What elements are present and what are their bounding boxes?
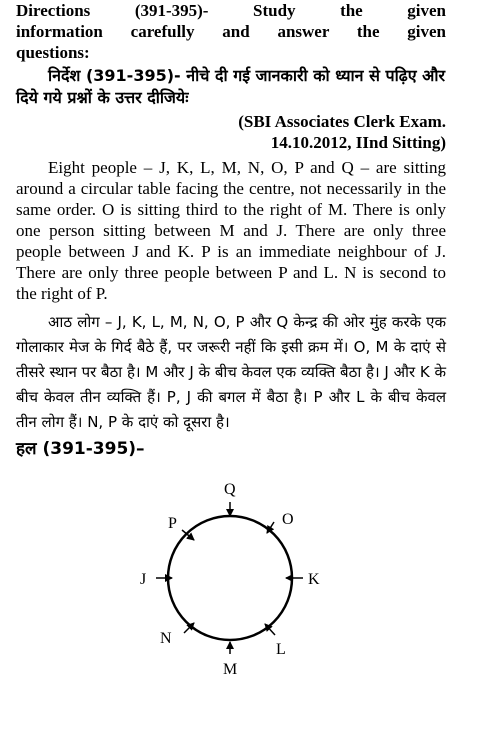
solution-label: हल (391-395)–: [16, 439, 145, 459]
seat-top-label: Q: [224, 481, 236, 498]
directions-hindi: निर्देश (391-395)- नीचे दी गई जानकारी को ध्यान से पढ़िए और दिये गये प्रश्नों के उत्तर दीजियेः: [16, 66, 446, 107]
seating-diagram: [120, 478, 360, 683]
paragraph-english: Eight people – J, K, L, M, N, O, P and Q – are sitting around a circular table facing the centre, not necessarily in the same order. O is sitting third to the right of M. There is only one person sitting between M and J. There are only three people between J and K. P is an immediate neighbour of J. There are only three people between P and L. N is second to the right of P.: [16, 158, 446, 303]
source-line2: 14.10.2012, IInd Sitting): [270, 133, 446, 152]
seat-top-right-label: O: [282, 511, 294, 528]
question-page: [16, 0, 446, 460]
source-line1: (SBI Associates Clerk Exam.: [238, 112, 446, 131]
directions-english-line2: information carefully and answer the given: [16, 22, 446, 41]
seat-bottom-left-label: N: [160, 630, 172, 647]
seat-top-left-label: P: [168, 515, 177, 532]
seat-left-label: J: [140, 571, 147, 588]
directions-english-line3: questions:: [16, 43, 90, 62]
seat-bottom-right-label: L: [276, 641, 286, 658]
seat-bottom-label: M: [223, 661, 238, 678]
directions-english-line1: Directions (391-395)- Study the given: [16, 1, 446, 20]
seat-right-label: K: [308, 571, 320, 588]
paragraph-hindi: आठ लोग – J, K, L, M, N, O, P और Q केन्द्र की ओर मुंह करके एक गोलाकार मेज के गिर्द बैठे हैं, पर जरूरी नहीं कि इसी क्रम में। O, M के दाएं से तीसरे स्थान पर बैठा है। M और J के बीच केवल एक व्यक्ति बैठा है। J और K के बीच केवल तीन व्यक्ति हैं। P, J की बगल में बैठा है। P और L के बीच केवल तीन लोग हैं। N, P के दाएं को दूसरा है।: [16, 313, 446, 431]
